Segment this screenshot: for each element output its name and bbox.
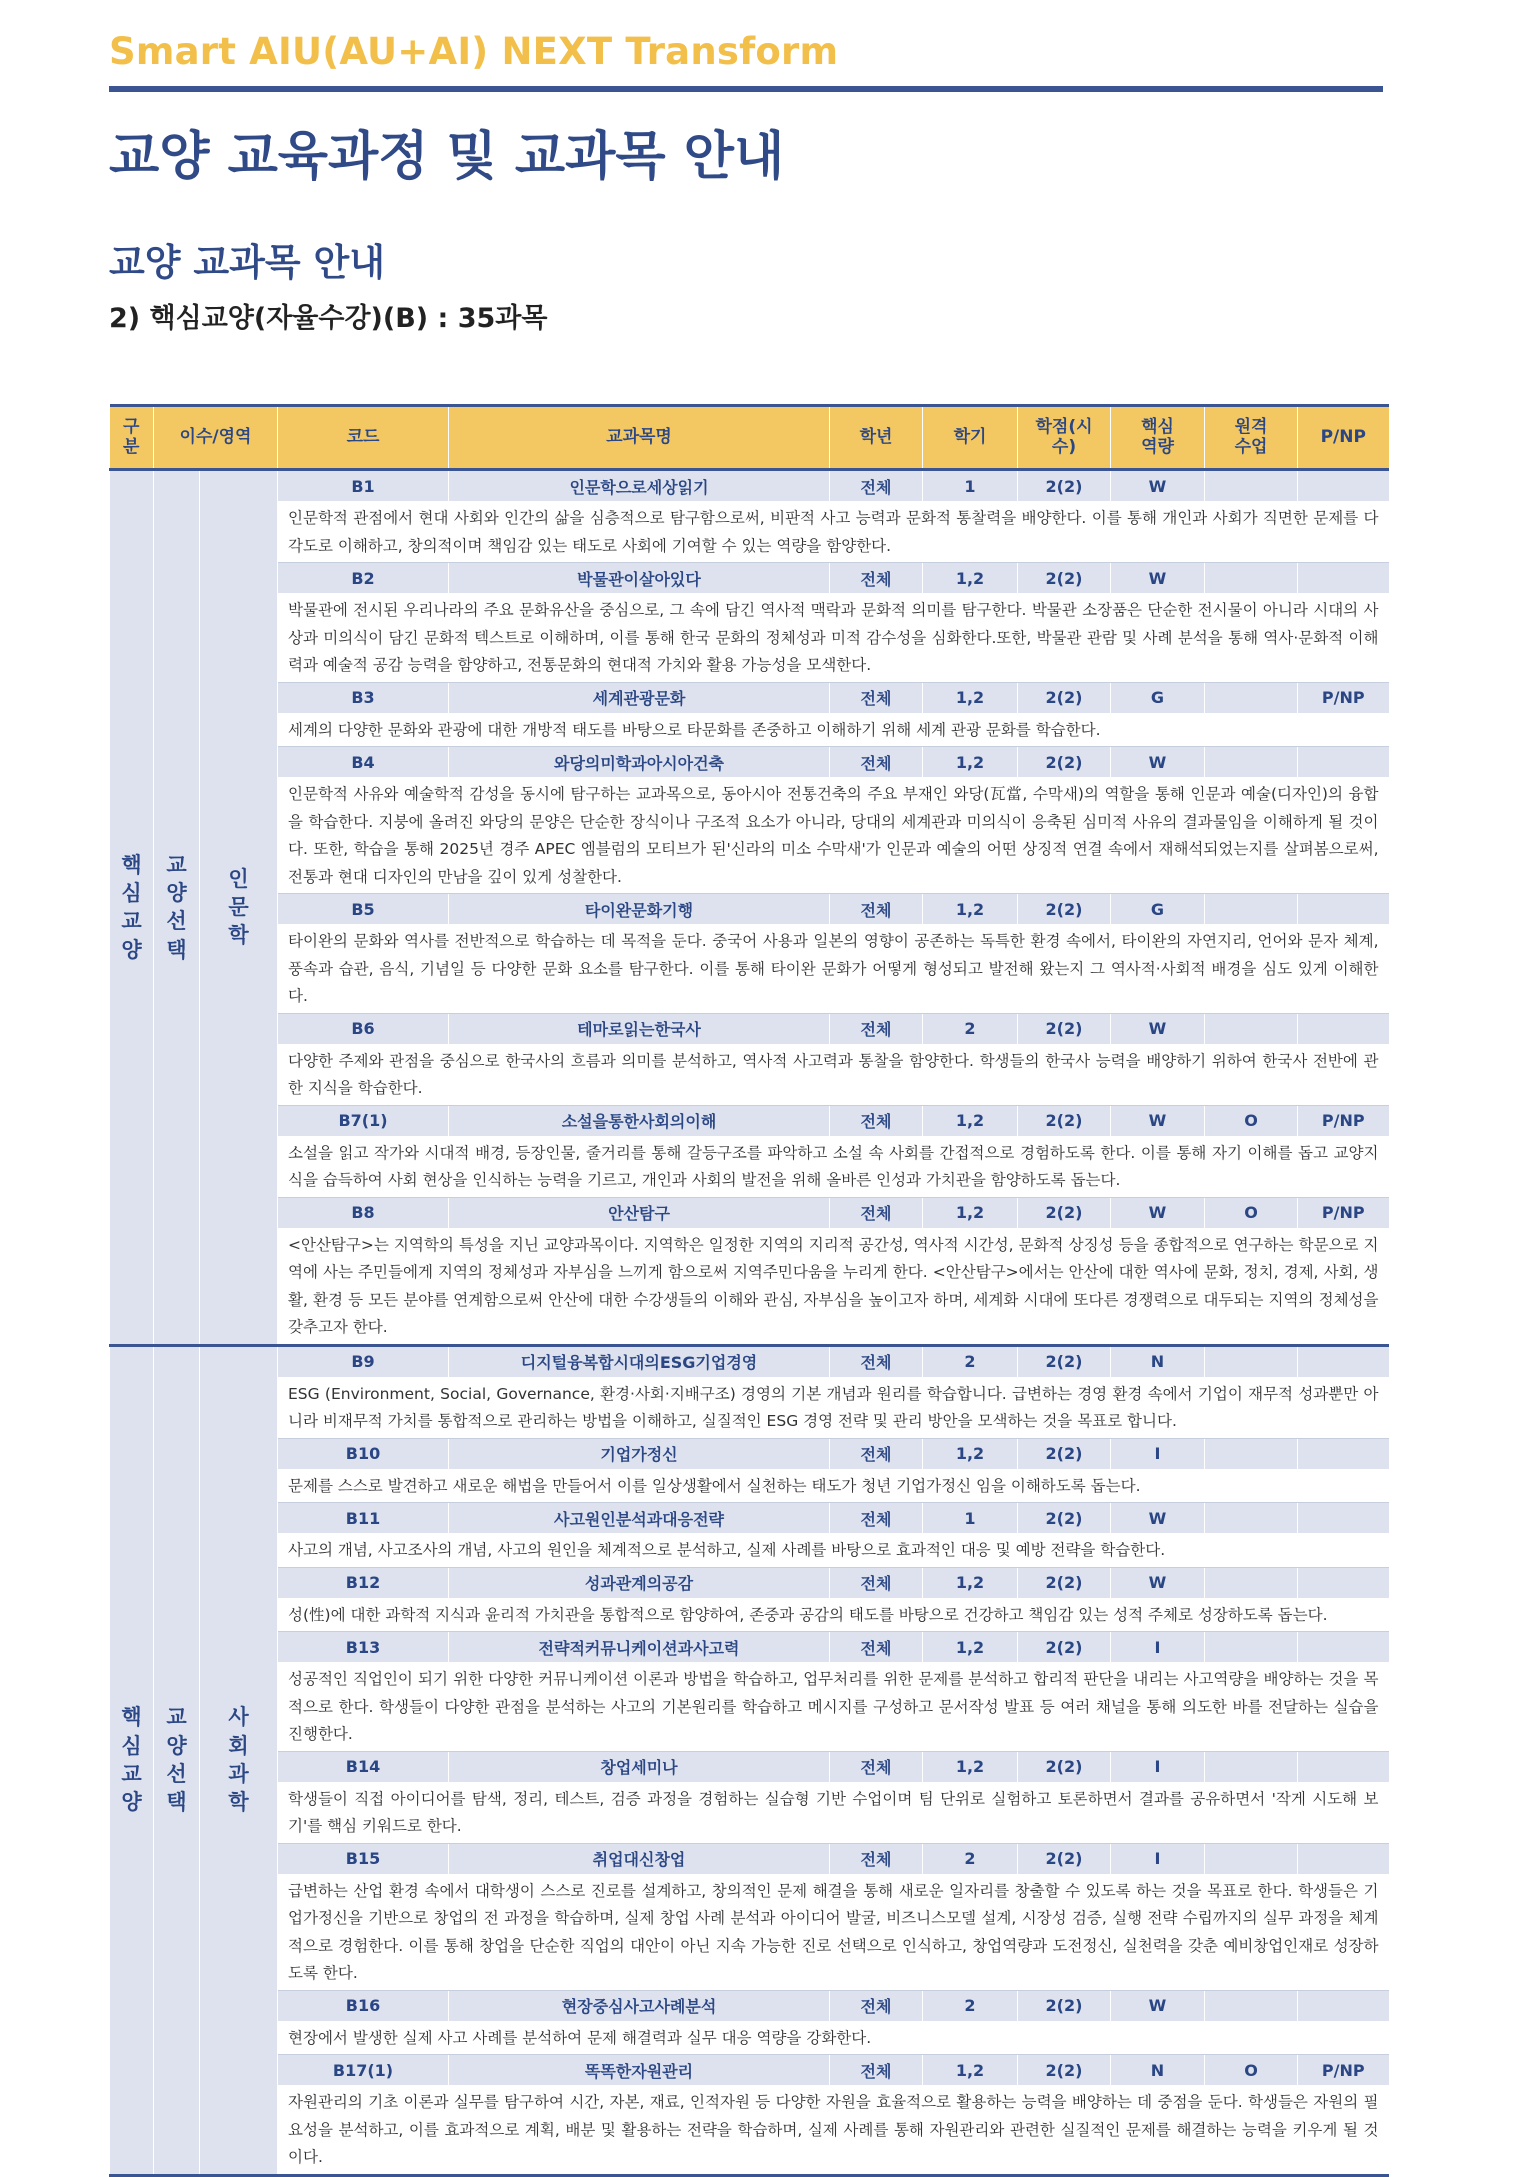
course-pnp: P/NP xyxy=(1298,682,1389,713)
course-year: 전체 xyxy=(830,1567,923,1598)
course-row xyxy=(110,1105,1389,1136)
course-remote xyxy=(1205,563,1298,594)
header-remote: 원격수업 xyxy=(1205,406,1298,470)
course-core: I xyxy=(1111,1632,1205,1663)
course-pnp xyxy=(1298,1751,1389,1782)
course-semester: 2 xyxy=(923,1345,1018,1377)
course-code: B7(1) xyxy=(278,1105,449,1136)
course-pnp xyxy=(1298,1013,1389,1044)
course-credit: 2(2) xyxy=(1018,1632,1111,1663)
course-semester: 1,2 xyxy=(923,563,1018,594)
course-name: 현장중심사고사례분석 xyxy=(449,1990,830,2021)
course-credit: 2(2) xyxy=(1018,747,1111,778)
course-remote xyxy=(1205,1503,1298,1534)
course-core: W xyxy=(1111,1567,1205,1598)
course-remote xyxy=(1205,1990,1298,2021)
course-description: 자원관리의 기초 이론과 실무를 탐구하여 시간, 자본, 재료, 인적자원 등 다양한 자원을 효율적으로 활용하는 능력을 배양하는 데 중점을 둔다. 학생들은 자원의 필요성을 분석하고, 이를 효과적으로 계획, 배분 및 활용하는 전략을 학습하며, 실제 사례를 통해 자원관리와 관련한 실질적인 문제를 해결하는 능력을 키우게 될 것이다. xyxy=(278,2086,1389,2176)
page-title: 교양 교육과정 및 교과목 안내 xyxy=(109,127,785,187)
course-pnp: P/NP xyxy=(1298,1197,1389,1228)
course-year: 전체 xyxy=(830,1990,923,2021)
course-code: B10 xyxy=(278,1438,449,1469)
course-credit: 2(2) xyxy=(1018,1345,1111,1377)
course-code: B12 xyxy=(278,1567,449,1598)
course-code: B15 xyxy=(278,1843,449,1874)
course-core: N xyxy=(1111,1345,1205,1377)
course-year: 전체 xyxy=(830,1013,923,1044)
course-row xyxy=(110,894,1389,925)
course-pnp xyxy=(1298,1632,1389,1663)
header-code: 코드 xyxy=(278,406,449,470)
course-remote xyxy=(1205,1843,1298,1874)
course-credit: 2(2) xyxy=(1018,1105,1111,1136)
course-year: 전체 xyxy=(830,1345,923,1377)
course-core: W xyxy=(1111,563,1205,594)
course-row xyxy=(110,1503,1389,1534)
header-gubun: 구분 xyxy=(110,406,154,470)
course-row xyxy=(110,563,1389,594)
brand-title: Smart AIU(AU+AI) NEXT Transform xyxy=(109,30,839,73)
course-table xyxy=(109,404,1389,2177)
header-semester: 학기 xyxy=(923,406,1018,470)
course-desc-row xyxy=(110,1874,1389,1990)
course-core: N xyxy=(1111,2055,1205,2086)
course-year: 전체 xyxy=(830,1632,923,1663)
group-field: 사회과학 xyxy=(200,1345,278,2175)
course-desc-row xyxy=(110,594,1389,683)
section-title: 교양 교과목 안내 xyxy=(109,241,385,284)
course-description: 학생들이 직접 아이디어를 탐색, 정리, 테스트, 검증 과정을 경험하는 실습형 기반 수업이며 팀 단위로 실험하고 토론하면서 결과를 공유하면서 '작게 시도해 보기'를 핵심 키워드로 한다. xyxy=(278,1782,1389,1843)
course-row xyxy=(110,682,1389,713)
course-name: 인문학으로세상읽기 xyxy=(449,470,830,502)
course-core: W xyxy=(1111,1197,1205,1228)
course-semester: 1,2 xyxy=(923,1197,1018,1228)
course-description: 급변하는 산업 환경 속에서 대학생이 스스로 진로를 설계하고, 창의적인 문제 해결을 통해 새로운 일자리를 창출할 수 있도록 하는 것을 목표로 한다. 학생들은 기업가정신을 기반으로 창업의 전 과정을 학습하며, 실제 창업 사례 분석과 아이디어 발굴, 비즈니스모델 설계, 시장성 검증, 실행 전략 수립까지의 실무 과정을 체계적으로 경험한다. 이를 통해 창업을 단순한 직업의 대안이 아닌 지속 가능한 진로 선택으로 인식하고, 창업역량과 도전정신, 실천력을 갖춘 예비창업인재로 성장하도록 한다. xyxy=(278,1874,1389,1990)
course-code: B13 xyxy=(278,1632,449,1663)
course-desc-row xyxy=(110,1782,1389,1843)
course-remote xyxy=(1205,682,1298,713)
course-desc-row xyxy=(110,502,1389,563)
course-pnp: P/NP xyxy=(1298,1105,1389,1136)
course-description: 소설을 읽고 작가와 시대적 배경, 등장인물, 줄거리를 통해 갈등구조를 파악하고 소설 속 사회를 간접적으로 경험하도록 한다. 이를 통해 자기 이해를 돕고 교양지식을 습득하여 사회 현상을 인식하는 능력을 기르고, 개인과 사회의 발전을 위해 올바른 인성과 가치관을 함양하도록 돕는다. xyxy=(278,1136,1389,1197)
course-core: W xyxy=(1111,470,1205,502)
course-code: B8 xyxy=(278,1197,449,1228)
brand-divider xyxy=(109,86,1383,92)
group-field: 인문학 xyxy=(200,470,278,1346)
course-remote xyxy=(1205,894,1298,925)
course-desc-row xyxy=(110,713,1389,747)
course-description: 세계의 다양한 문화와 관광에 대한 개방적 태도를 바탕으로 타문화를 존중하고 이해하기 위해 세계 관광 문화를 학습한다. xyxy=(278,713,1389,747)
course-desc-row xyxy=(110,1136,1389,1197)
course-semester: 1,2 xyxy=(923,682,1018,713)
course-row xyxy=(110,1345,1389,1377)
course-pnp xyxy=(1298,563,1389,594)
course-name: 기업가정신 xyxy=(449,1438,830,1469)
course-semester: 1 xyxy=(923,470,1018,502)
course-year: 전체 xyxy=(830,894,923,925)
course-remote xyxy=(1205,1567,1298,1598)
course-credit: 2(2) xyxy=(1018,563,1111,594)
course-description: 박물관에 전시된 우리나라의 주요 문화유산을 중심으로, 그 속에 담긴 역사적 맥락과 문화적 의미를 탐구한다. 박물관 소장품은 단순한 전시물이 아니라 시대의 사상과 미의식이 담긴 문화적 텍스트로 이해하며, 이를 통해 한국 문화의 정체성과 미적 감수성을 심화한다.또한, 박물관 관람 및 사례 분석을 통해 역사·문화적 이해력과 예술적 공감 능력을 함양하고, 전통문화의 현대적 가치와 활용 가능성을 모색한다. xyxy=(278,594,1389,683)
course-name: 디지털융복합시대의ESG기업경영 xyxy=(449,1345,830,1377)
course-credit: 2(2) xyxy=(1018,1990,1111,2021)
course-pnp xyxy=(1298,1567,1389,1598)
course-credit: 2(2) xyxy=(1018,1438,1111,1469)
course-remote xyxy=(1205,747,1298,778)
course-description: 인문학적 관점에서 현대 사회와 인간의 삶을 심층적으로 탐구함으로써, 비판적 사고 능력과 문화적 통찰력을 배양한다. 이를 통해 개인과 사회가 직면한 문제를 다각도로 이해하고, 창의적이며 책임감 있는 태도로 사회에 기여할 수 있는 역량을 함양한다. xyxy=(278,502,1389,563)
course-desc-row xyxy=(110,1598,1389,1632)
course-description: 성공적인 직업인이 되기 위한 다양한 커뮤니케이션 이론과 방법을 학습하고, 업무처리를 위한 문제를 분석하고 합리적 판단을 내리는 사고역량을 배양하는 것을 목적으로 한다. 학생들이 다양한 관점을 분석하는 사고의 기본원리를 학습하고 메시지를 구성하고 문서작성 발표 등 여러 채널을 통해 의도한 바를 전달하는 실습을 진행한다. xyxy=(278,1663,1389,1752)
course-name: 창업세미나 xyxy=(449,1751,830,1782)
course-description: ESG (Environment, Social, Governance, 환경·사회·지배구조) 경영의 기본 개념과 원리를 학습합니다. 급변하는 경영 환경 속에서 기업이 재무적 성과뿐만 아니라 비재무적 가치를 통합적으로 관리하는 방법을 이해하고, 실질적인 ESG 경영 전략 및 관리 방안을 모색하는 것을 목표로 합니다. xyxy=(278,1377,1389,1438)
header-area: 이수/영역 xyxy=(154,406,278,470)
course-semester: 1,2 xyxy=(923,894,1018,925)
group-gubun: 핵심교양 xyxy=(110,1345,154,2175)
course-name: 와당의미학과아시아건축 xyxy=(449,747,830,778)
course-desc-row xyxy=(110,1663,1389,1752)
course-core: G xyxy=(1111,894,1205,925)
course-description: 타이완의 문화와 역사를 전반적으로 학습하는 데 목적을 둔다. 중국어 사용과 일본의 영향이 공존하는 독특한 환경 속에서, 타이완의 자연지리, 언어와 문자 체계, 풍속과 습관, 음식, 기념일 등 다양한 문화 요소를 탐구한다. 이를 통해 타이완 문화가 어떻게 형성되고 발전해 왔는지 그 역사적·사회적 배경을 심도 있게 이해한다. xyxy=(278,925,1389,1014)
course-desc-row xyxy=(110,1228,1389,1345)
course-name: 박물관이살아있다 xyxy=(449,563,830,594)
course-pnp xyxy=(1298,1503,1389,1534)
course-year: 전체 xyxy=(830,1197,923,1228)
course-year: 전체 xyxy=(830,1751,923,1782)
course-credit: 2(2) xyxy=(1018,1503,1111,1534)
course-year: 전체 xyxy=(830,2055,923,2086)
course-semester: 1,2 xyxy=(923,1438,1018,1469)
course-row xyxy=(110,1843,1389,1874)
course-core: I xyxy=(1111,1438,1205,1469)
course-remote: O xyxy=(1205,1197,1298,1228)
course-code: B4 xyxy=(278,747,449,778)
course-description: <안산탐구>는 지역학의 특성을 지닌 교양과목이다. 지역학은 일정한 지역의 지리적 공간성, 역사적 시간성, 문화적 상징성 등을 종합적으로 연구하는 학문으로 지역에 사는 주민들에게 지역의 정체성과 자부심을 느끼게 함으로써 지역주민다움을 누리게 한다. <안산탐구>에서는 안산에 대한 역사에 문화, 정치, 경제, 사회, 생활, 환경 등 모든 분야를 연계함으로써 안산에 대한 수강생들의 이해와 관심, 자부심을 높이고자 하며, 세계화 시대에 또다른 경쟁력으로 대두되는 지역의 정체성을 갖추고자 한다. xyxy=(278,1228,1389,1345)
course-credit: 2(2) xyxy=(1018,1013,1111,1044)
course-pnp xyxy=(1298,1438,1389,1469)
course-description: 성(性)에 대한 과학적 지식과 윤리적 가치관을 통합적으로 함양하여, 존중과 공감의 태도를 바탕으로 건강하고 책임감 있는 성적 주체로 성장하도록 돕는다. xyxy=(278,1598,1389,1632)
course-remote xyxy=(1205,1632,1298,1663)
course-credit: 2(2) xyxy=(1018,470,1111,502)
course-desc-row xyxy=(110,1377,1389,1438)
course-row xyxy=(110,2055,1389,2086)
course-description: 다양한 주제와 관점을 중심으로 한국사의 흐름과 의미를 분석하고, 역사적 사고력과 통찰을 함양한다. 학생들의 한국사 능력을 배양하기 위하여 한국사 전반에 관한 지식을 학습한다. xyxy=(278,1044,1389,1105)
course-code: B16 xyxy=(278,1990,449,2021)
course-credit: 2(2) xyxy=(1018,894,1111,925)
course-row xyxy=(110,1013,1389,1044)
course-name: 소설을통한사회의이해 xyxy=(449,1105,830,1136)
course-code: B3 xyxy=(278,682,449,713)
course-core: W xyxy=(1111,1503,1205,1534)
group-gubun: 핵심교양 xyxy=(110,470,154,1346)
course-semester: 1,2 xyxy=(923,1632,1018,1663)
course-remote xyxy=(1205,1751,1298,1782)
course-core: I xyxy=(1111,1843,1205,1874)
course-core: G xyxy=(1111,682,1205,713)
course-description: 현장에서 발생한 실제 사고 사례를 분석하여 문제 해결력과 실무 대응 역량을 강화한다. xyxy=(278,2021,1389,2055)
course-remote xyxy=(1205,470,1298,502)
course-year: 전체 xyxy=(830,470,923,502)
course-code: B17(1) xyxy=(278,2055,449,2086)
course-remote xyxy=(1205,1438,1298,1469)
course-credit: 2(2) xyxy=(1018,1751,1111,1782)
course-core: W xyxy=(1111,1013,1205,1044)
course-remote: O xyxy=(1205,1105,1298,1136)
course-pnp xyxy=(1298,1990,1389,2021)
table-header-row xyxy=(110,406,1389,470)
course-credit: 2(2) xyxy=(1018,1843,1111,1874)
course-name: 세계관광문화 xyxy=(449,682,830,713)
subsection-title: 2) 핵심교양(자율수강)(B) : 35과목 xyxy=(109,303,548,334)
course-credit: 2(2) xyxy=(1018,1567,1111,1598)
group-area: 교양선택 xyxy=(154,470,200,1346)
course-remote: O xyxy=(1205,2055,1298,2086)
course-row xyxy=(110,1990,1389,2021)
course-credit: 2(2) xyxy=(1018,1197,1111,1228)
course-year: 전체 xyxy=(830,1843,923,1874)
course-row xyxy=(110,1438,1389,1469)
course-year: 전체 xyxy=(830,1503,923,1534)
group-area: 교양선택 xyxy=(154,1345,200,2175)
header-pnp: P/NP xyxy=(1298,406,1389,470)
course-remote xyxy=(1205,1013,1298,1044)
course-credit: 2(2) xyxy=(1018,2055,1111,2086)
course-core: W xyxy=(1111,1990,1205,2021)
course-pnp xyxy=(1298,1843,1389,1874)
course-code: B14 xyxy=(278,1751,449,1782)
course-name: 사고원인분석과대응전략 xyxy=(449,1503,830,1534)
course-year: 전체 xyxy=(830,1438,923,1469)
course-body xyxy=(110,470,1389,2176)
header-year: 학년 xyxy=(830,406,923,470)
course-code: B5 xyxy=(278,894,449,925)
course-name: 테마로읽는한국사 xyxy=(449,1013,830,1044)
course-pnp xyxy=(1298,1345,1389,1377)
header-name: 교과목명 xyxy=(449,406,830,470)
course-name: 타이완문화기행 xyxy=(449,894,830,925)
course-semester: 2 xyxy=(923,1990,1018,2021)
course-semester: 1,2 xyxy=(923,2055,1018,2086)
course-pnp xyxy=(1298,470,1389,502)
course-row xyxy=(110,1567,1389,1598)
course-core: I xyxy=(1111,1751,1205,1782)
course-remote xyxy=(1205,1345,1298,1377)
course-row xyxy=(110,1197,1389,1228)
course-year: 전체 xyxy=(830,563,923,594)
course-semester: 1,2 xyxy=(923,1751,1018,1782)
course-core: W xyxy=(1111,1105,1205,1136)
course-semester: 2 xyxy=(923,1013,1018,1044)
course-desc-row xyxy=(110,925,1389,1014)
course-credit: 2(2) xyxy=(1018,682,1111,713)
course-description: 문제를 스스로 발견하고 새로운 해법을 만들어서 이를 일상생활에서 실천하는 태도가 청년 기업가정신 임을 이해하도록 돕는다. xyxy=(278,1469,1389,1503)
course-code: B6 xyxy=(278,1013,449,1044)
course-core: W xyxy=(1111,747,1205,778)
header-core: 핵심역량 xyxy=(1111,406,1205,470)
course-semester: 1 xyxy=(923,1503,1018,1534)
course-name: 똑똑한자원관리 xyxy=(449,2055,830,2086)
course-desc-row xyxy=(110,2021,1389,2055)
course-pnp xyxy=(1298,747,1389,778)
course-pnp xyxy=(1298,894,1389,925)
course-year: 전체 xyxy=(830,747,923,778)
course-code: B11 xyxy=(278,1503,449,1534)
course-name: 전략적커뮤니케이션과사고력 xyxy=(449,1632,830,1663)
course-code: B1 xyxy=(278,470,449,502)
course-name: 취업대신창업 xyxy=(449,1843,830,1874)
course-year: 전체 xyxy=(830,682,923,713)
course-code: B2 xyxy=(278,563,449,594)
course-description: 사고의 개념, 사고조사의 개념, 사고의 원인을 체계적으로 분석하고, 실제 사례를 바탕으로 효과적인 대응 및 예방 전략을 학습한다. xyxy=(278,1534,1389,1568)
course-desc-row xyxy=(110,778,1389,894)
course-semester: 1,2 xyxy=(923,1567,1018,1598)
course-semester: 1,2 xyxy=(923,1105,1018,1136)
course-year: 전체 xyxy=(830,1105,923,1136)
course-name: 성과관계의공감 xyxy=(449,1567,830,1598)
course-semester: 1,2 xyxy=(923,747,1018,778)
course-row xyxy=(110,470,1389,502)
course-desc-row xyxy=(110,1534,1389,1568)
course-name: 안산탐구 xyxy=(449,1197,830,1228)
course-row xyxy=(110,1632,1389,1663)
course-description: 인문학적 사유와 예술학적 감성을 동시에 탐구하는 교과목으로, 동아시아 전통건축의 주요 부재인 와당(瓦當, 수막새)의 역할을 통해 인문과 예술(디자인)의 융합을 학습한다. 지붕에 올려진 와당의 문양은 단순한 장식이나 구조적 요소가 아니라, 당대의 세계관과 미의식이 응축된 심미적 사유의 결과물임을 이해하게 될 것이다. 또한, 학습을 통해 2025년 경주 APEC 엠블럼의 모티브가 된'신라의 미소 수막새'가 인문과 예술의 어떤 상징적 연결 속에서 재해석되었는지를 살펴봄으로써, 전통과 현대 디자인의 만남을 깊이 있게 성찰한다. xyxy=(278,778,1389,894)
course-row xyxy=(110,747,1389,778)
course-desc-row xyxy=(110,1469,1389,1503)
header-credit: 학점(시수) xyxy=(1018,406,1111,470)
course-code: B9 xyxy=(278,1345,449,1377)
course-desc-row xyxy=(110,2086,1389,2176)
course-semester: 2 xyxy=(923,1843,1018,1874)
course-pnp: P/NP xyxy=(1298,2055,1389,2086)
course-row xyxy=(110,1751,1389,1782)
course-desc-row xyxy=(110,1044,1389,1105)
